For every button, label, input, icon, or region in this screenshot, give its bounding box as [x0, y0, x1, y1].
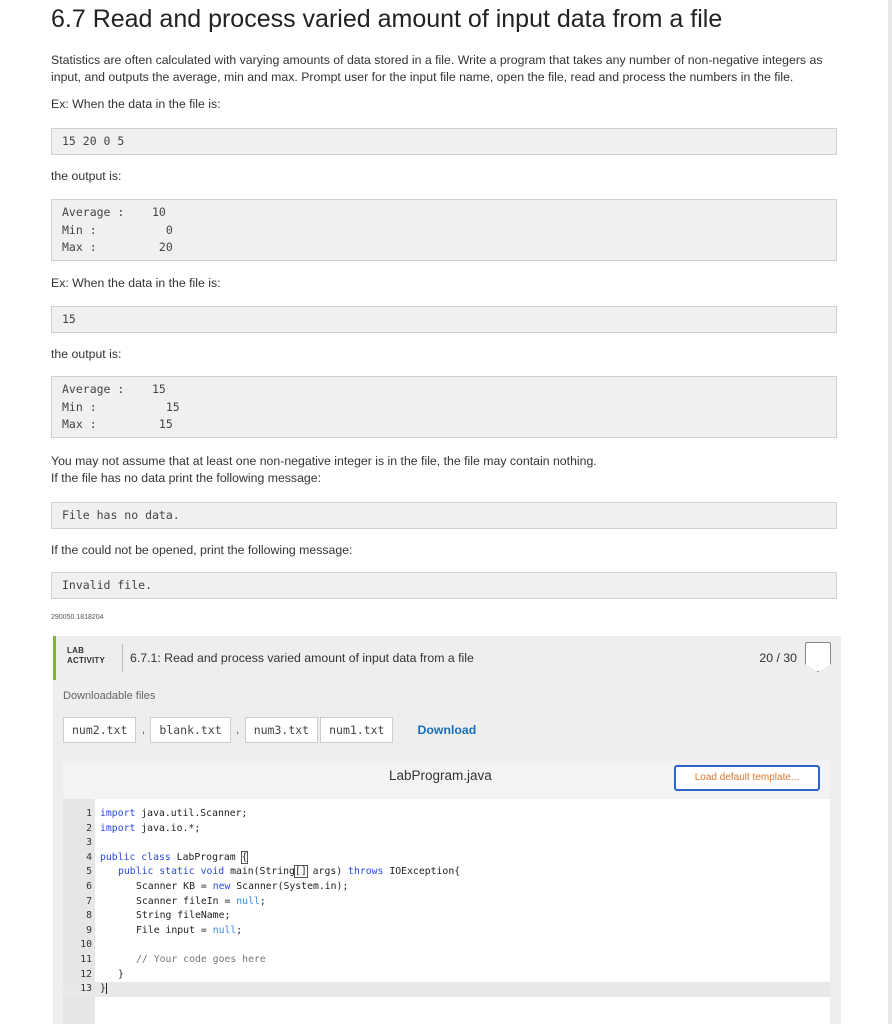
example-1-output-label: the output is: [51, 169, 122, 183]
example-1-label: Ex: When the data in the file is: [51, 97, 221, 111]
page-title: 6.7 Read and process varied amount of input data from a file [51, 5, 723, 33]
text-cursor [106, 983, 107, 994]
intro-text: Statistics are often calculated with varying amounts of data stored in a file. Write a program that takes any number of non-negative integers as input, and outputs the average, min and max. Prompt user for the input file name, open the file, read and process the numbers in the file. [51, 53, 823, 84]
code-line[interactable]: 3 [86, 837, 92, 849]
editor-filename: LabProgram.java [389, 768, 492, 783]
example-2-output: Average : 15 Min : 15 Max : 15 [51, 376, 837, 438]
lab-score: 20 / 30 [759, 651, 797, 665]
code-line[interactable]: 8 String fileName; [86, 910, 231, 922]
file-list [63, 717, 476, 743]
example-1-output: Average : 10 Min : 0 Max : 20 [51, 199, 837, 261]
example-2-output-label: the output is: [51, 347, 122, 361]
downloadable-files-label: Downloadable files [63, 690, 156, 702]
code-line[interactable]: 10 [80, 939, 92, 951]
editor-toolbar [63, 761, 830, 799]
code-line[interactable]: 9 File input = null; [86, 924, 243, 936]
lab-header [53, 636, 841, 680]
code-line[interactable]: 2 import java.io.*; [86, 822, 201, 834]
header-divider [122, 644, 123, 672]
no-data-message: File has no data. [51, 502, 837, 529]
note-no-assumption: You may not assume that at least one non-negative integer is in the file, the file may contain nothing. [51, 454, 597, 468]
lab-activity [53, 636, 841, 1024]
activity-id: 290050.1818204 [51, 614, 104, 621]
file-blank[interactable]: blank.txt [150, 717, 230, 743]
code-line[interactable]: 12 } [80, 968, 124, 980]
code-area[interactable] [63, 799, 830, 1024]
code-line-active[interactable]: 13 } [63, 982, 830, 997]
code-line[interactable]: 5 public static void main(String[] args) throws IOException{ [86, 866, 461, 878]
file-num2[interactable]: num2.txt [63, 717, 136, 743]
file-separator: , [141, 724, 145, 736]
file-num1[interactable]: num1.txt [320, 717, 393, 743]
code-line[interactable]: 4 public class LabProgram { [86, 851, 248, 863]
code-line[interactable]: 1 import java.util.Scanner; [86, 808, 248, 819]
code-line[interactable]: 11 // Your code goes here [80, 954, 266, 965]
invalid-file-message: Invalid file. [51, 572, 837, 599]
example-1-input: 15 20 0 5 [51, 128, 837, 155]
completion-badge-icon [805, 642, 831, 672]
code-editor[interactable] [63, 761, 830, 1024]
scrollbar-track[interactable] [888, 0, 892, 1024]
file-num3[interactable]: num3.txt [245, 717, 318, 743]
invalid-file-label: If the could not be opened, print the following message: [51, 543, 353, 557]
download-link[interactable]: Download [417, 723, 477, 737]
load-default-template-button[interactable]: Load default template... [674, 765, 820, 791]
note-no-data: If the file has no data print the following message: [51, 471, 322, 485]
lab-title: 6.7.1: Read and process varied amount of input data from a file [130, 651, 474, 665]
file-separator: , [236, 724, 240, 736]
lab-activity-tag: LAB ACTIVITY [67, 646, 106, 665]
example-2-input: 15 [51, 306, 837, 333]
example-2-label: Ex: When the data in the file is: [51, 276, 221, 290]
code-line[interactable]: 7 Scanner fileIn = null; [86, 895, 266, 907]
code-line[interactable]: 6 Scanner KB = new Scanner(System.in); [86, 881, 349, 892]
